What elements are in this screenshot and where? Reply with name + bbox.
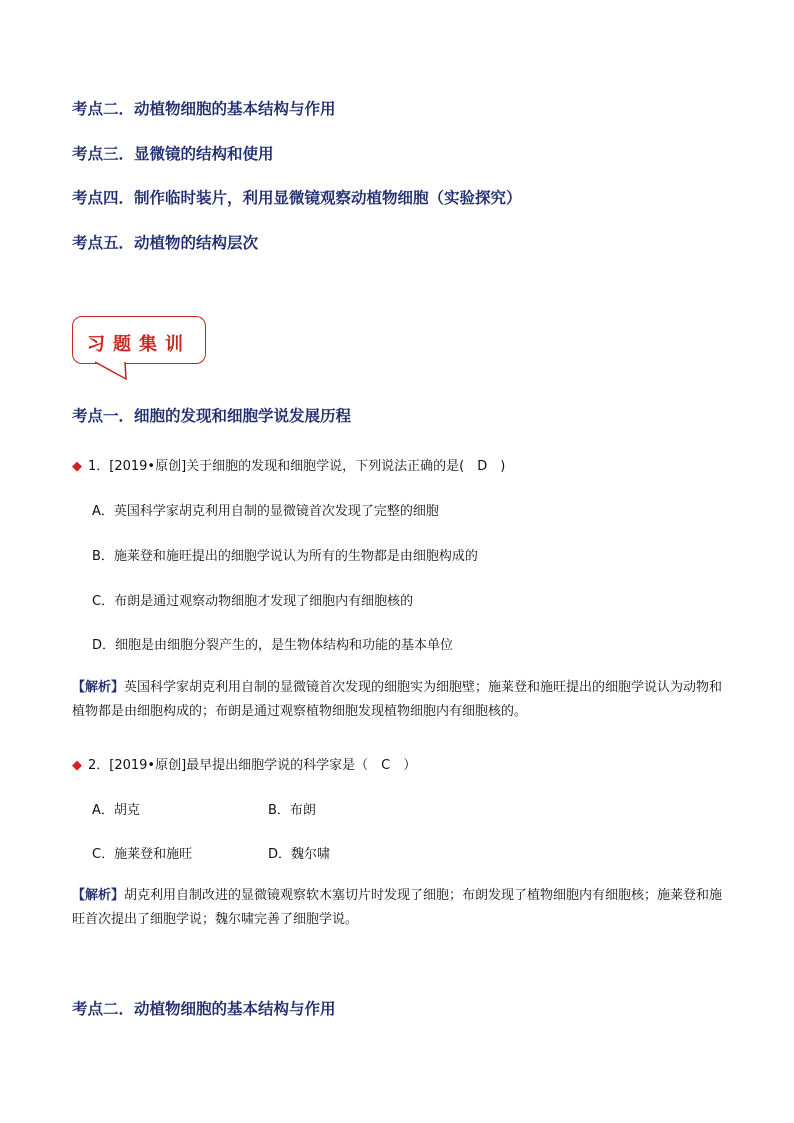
- outline-item-2: 考点二．动植物细胞的基本结构与作用: [72, 99, 336, 118]
- outline-item-4: 考点四．制作临时装片，利用显微镜观察动植物细胞（实验探究）: [72, 188, 522, 207]
- question-2-analysis: [72, 884, 732, 932]
- outline-item-5: 考点五．动植物的结构层次: [72, 233, 259, 252]
- question-1-analysis-text: 英国科学家胡克利用自制的显微镜首次发现的细胞实为细胞壁；施莱登和施旺提出的细胞学说认为动物和植物都是由细胞构成的；布朗是通过观察植物细胞发现植物细胞内有细胞核的。: [72, 680, 723, 719]
- question-2-stem: 2．[2019•原创]最早提出细胞学说的科学家是（ C ）: [88, 758, 417, 773]
- question-1: [72, 455, 505, 474]
- diamond-bullet-icon: ◆: [72, 758, 82, 773]
- question-2-option-a: A．胡克: [92, 803, 140, 818]
- outline-item-3: 考点三．显微镜的结构和使用: [72, 144, 274, 163]
- question-1-stem: 1．[2019•原创]关于细胞的发现和细胞学说，下列说法正确的是( D ): [88, 459, 506, 474]
- question-2-option-d: D．魏尔啸: [268, 847, 331, 862]
- analysis-tag: 【解析】: [72, 888, 125, 903]
- question-1-option-d: D．细胞是由细胞分裂产生的，是生物体结构和功能的基本单位: [92, 638, 454, 653]
- badge-tail-icon: [95, 361, 135, 381]
- question-1-option-b: B．施莱登和施旺提出的细胞学说认为所有的生物都是由细胞构成的: [92, 549, 478, 564]
- section-title-1: 考点一．细胞的发现和细胞学说发展历程: [72, 406, 352, 425]
- question-1-option-a: A．英国科学家胡克利用自制的显微镜首次发现了完整的细胞: [92, 504, 439, 519]
- question-2-option-c: C．施莱登和施旺: [92, 847, 193, 862]
- question-2-option-b: B．布朗: [268, 803, 316, 818]
- exercise-badge: [72, 316, 206, 364]
- diamond-bullet-icon: ◆: [72, 459, 82, 474]
- question-1-option-c: C．布朗是通过观察动物细胞才发现了细胞内有细胞核的: [92, 594, 414, 609]
- section-title-2: 考点二．动植物细胞的基本结构与作用: [72, 999, 336, 1018]
- exercise-badge-label: 习题集训: [87, 334, 191, 355]
- question-2-analysis-text: 胡克利用自制改进的显微镜观察软木塞切片时发现了细胞；布朗发现了植物细胞内有细胞核；施莱登和施旺首次提出了细胞学说；魏尔啸完善了细胞学说。: [72, 888, 723, 927]
- question-2: [72, 754, 416, 773]
- analysis-tag: 【解析】: [72, 680, 125, 695]
- question-1-analysis: [72, 676, 732, 724]
